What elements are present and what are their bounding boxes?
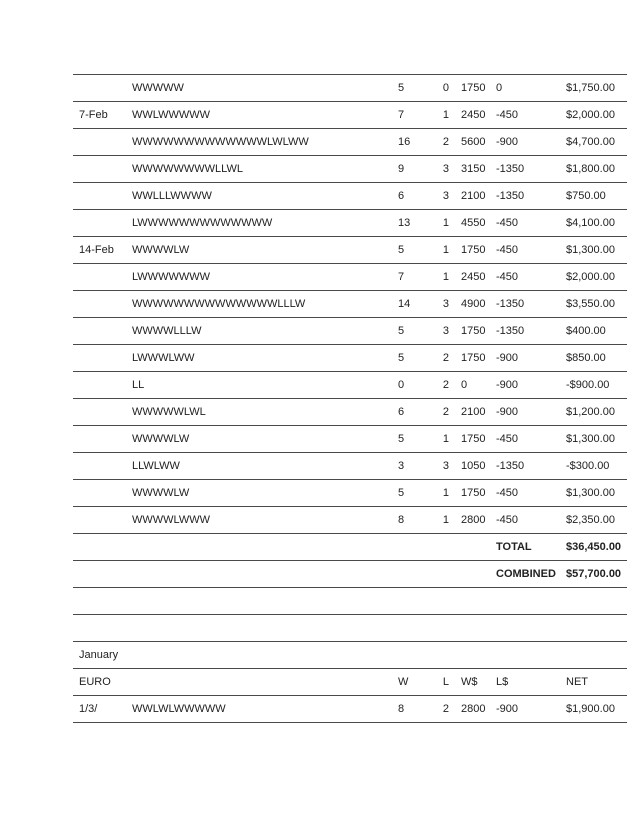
cell (455, 615, 490, 642)
cell-l: 3 (426, 291, 455, 318)
cell-w: 14 (392, 291, 426, 318)
table-row (73, 156, 627, 183)
cell-w: 13 (392, 210, 426, 237)
header-row (73, 669, 627, 696)
cell-l: 2 (426, 345, 455, 372)
cell-w: 8 (392, 507, 426, 534)
header-seq (126, 669, 392, 696)
cell-ld: -450 (490, 507, 560, 534)
cell-seq: WWWWWWWWWWWWWWLLLW (126, 291, 392, 318)
cell-ld: -1350 (490, 318, 560, 345)
cell-seq: WWWWLW (126, 426, 392, 453)
cell (455, 642, 490, 669)
cell (490, 642, 560, 669)
cell-ld: -900 (490, 345, 560, 372)
cell-w: 5 (392, 345, 426, 372)
cell-ld: -900 (490, 372, 560, 399)
cell-wd: 1750 (455, 237, 490, 264)
cell-ld: -450 (490, 210, 560, 237)
cell-wd: 1750 (455, 345, 490, 372)
cell-l: 2 (426, 696, 455, 723)
combined-row (73, 561, 627, 588)
cell-net: $1,300.00 (560, 426, 627, 453)
cell-l: 2 (426, 372, 455, 399)
empty-row (73, 588, 627, 615)
cell (392, 615, 426, 642)
cell-w: 16 (392, 129, 426, 156)
cell-seq: WWWWLW (126, 480, 392, 507)
cell-date (73, 372, 126, 399)
total-value: $36,450.00 (560, 534, 627, 561)
cell (73, 588, 126, 615)
cell-wd: 2450 (455, 102, 490, 129)
cell-wd: 2450 (455, 264, 490, 291)
table-row (73, 372, 627, 399)
cell (73, 615, 126, 642)
cell (126, 534, 392, 561)
cell (426, 615, 455, 642)
combined-label: COMBINED (490, 561, 560, 588)
cell-date (73, 183, 126, 210)
cell-seq: LWWWLWW (126, 345, 392, 372)
cell-w: 8 (392, 696, 426, 723)
cell-date: 14-Feb (73, 237, 126, 264)
cell-l: 0 (426, 75, 455, 102)
cell-date (73, 453, 126, 480)
cell-wd: 0 (455, 372, 490, 399)
empty-row (73, 615, 627, 642)
cell-l: 1 (426, 507, 455, 534)
table-row (73, 399, 627, 426)
cell-l: 1 (426, 210, 455, 237)
cell (426, 588, 455, 615)
cell-net: $750.00 (560, 183, 627, 210)
cell-net: -$300.00 (560, 453, 627, 480)
cell-seq: LWWWWWWW (126, 264, 392, 291)
cell-w: 6 (392, 399, 426, 426)
cell-seq: WWWWLWWW (126, 507, 392, 534)
cell-l: 1 (426, 264, 455, 291)
table-row (73, 318, 627, 345)
cell-ld: -450 (490, 426, 560, 453)
cell-date (73, 129, 126, 156)
cell-l: 1 (426, 237, 455, 264)
cell (490, 588, 560, 615)
cell-wd: 2800 (455, 507, 490, 534)
cell-seq: WWLLLWWWW (126, 183, 392, 210)
cell-wd: 5600 (455, 129, 490, 156)
cell-date (73, 156, 126, 183)
cell-date (73, 291, 126, 318)
cell-ld: -900 (490, 696, 560, 723)
table-row (73, 75, 627, 102)
summary-rows (73, 534, 627, 723)
cell-w: 9 (392, 156, 426, 183)
cell-seq: WWWWW (126, 75, 392, 102)
cell-net: $1,200.00 (560, 399, 627, 426)
cell-net: $1,800.00 (560, 156, 627, 183)
header-date: EURO (73, 669, 126, 696)
cell-net: -$900.00 (560, 372, 627, 399)
cell (392, 642, 426, 669)
cell-seq: LL (126, 372, 392, 399)
cell (426, 561, 455, 588)
cell-date (73, 75, 126, 102)
combined-value: $57,700.00 (560, 561, 627, 588)
cell (426, 642, 455, 669)
total-label: TOTAL (490, 534, 560, 561)
section-title-row (73, 642, 627, 669)
cell-l: 3 (426, 183, 455, 210)
cell-w: 6 (392, 183, 426, 210)
cell-seq: WWWWLLLW (126, 318, 392, 345)
cell-w: 5 (392, 318, 426, 345)
cell-l: 3 (426, 156, 455, 183)
cell (455, 561, 490, 588)
cell-l: 1 (426, 426, 455, 453)
table-row (73, 102, 627, 129)
cell-seq: WWLWLWWWWW (126, 696, 392, 723)
cell-seq: WWLWWWWW (126, 102, 392, 129)
cell (426, 534, 455, 561)
cell-net: $4,100.00 (560, 210, 627, 237)
header-ld: L$ (490, 669, 560, 696)
cell-net: $1,750.00 (560, 75, 627, 102)
total-row (73, 534, 627, 561)
data-row-last (73, 696, 627, 723)
cell-wd: 1750 (455, 75, 490, 102)
cell-w: 5 (392, 480, 426, 507)
cell-l: 2 (426, 129, 455, 156)
cell-date (73, 426, 126, 453)
cell-date: 7-Feb (73, 102, 126, 129)
cell-wd: 2100 (455, 183, 490, 210)
cell-wd: 4900 (455, 291, 490, 318)
cell-seq: WWWWWLWL (126, 399, 392, 426)
cell (392, 561, 426, 588)
cell-wd: 1750 (455, 318, 490, 345)
table-row (73, 183, 627, 210)
header-wd: W$ (455, 669, 490, 696)
cell-w: 7 (392, 102, 426, 129)
cell-ld: 0 (490, 75, 560, 102)
results-rows (73, 75, 627, 534)
table-row (73, 345, 627, 372)
table-row (73, 453, 627, 480)
cell-ld: -900 (490, 129, 560, 156)
header-w: W (392, 669, 426, 696)
table-row (73, 426, 627, 453)
cell-w: 7 (392, 264, 426, 291)
cell-ld: -450 (490, 264, 560, 291)
cell-net: $1,900.00 (560, 696, 627, 723)
cell-wd: 1750 (455, 480, 490, 507)
cell-ld: -450 (490, 480, 560, 507)
cell-date (73, 507, 126, 534)
cell (490, 615, 560, 642)
section-title: January (73, 642, 126, 669)
cell-w: 3 (392, 453, 426, 480)
table-row (73, 507, 627, 534)
cell-ld: -450 (490, 237, 560, 264)
cell-date (73, 399, 126, 426)
cell-seq: LLWLWW (126, 453, 392, 480)
cell-w: 0 (392, 372, 426, 399)
table-row (73, 210, 627, 237)
cell-net: $400.00 (560, 318, 627, 345)
cell-seq: WWWWWWWWWWWWWLWLWW (126, 129, 392, 156)
cell-net: $2,000.00 (560, 102, 627, 129)
cell-seq: WWWWWWWWLLWL (126, 156, 392, 183)
cell-net: $850.00 (560, 345, 627, 372)
cell-ld: -900 (490, 399, 560, 426)
cell-l: 1 (426, 102, 455, 129)
cell-l: 2 (426, 399, 455, 426)
cell-net: $3,550.00 (560, 291, 627, 318)
table-row (73, 264, 627, 291)
cell-l: 1 (426, 480, 455, 507)
cell-wd: 3150 (455, 156, 490, 183)
cell-net: $2,350.00 (560, 507, 627, 534)
cell-w: 5 (392, 237, 426, 264)
cell (560, 588, 627, 615)
cell-date (73, 264, 126, 291)
cell-wd: 2100 (455, 399, 490, 426)
cell (126, 561, 392, 588)
cell-net: $2,000.00 (560, 264, 627, 291)
cell-seq: WWWWLW (126, 237, 392, 264)
header-net: NET (560, 669, 627, 696)
cell-w: 5 (392, 75, 426, 102)
cell (455, 588, 490, 615)
cell (560, 642, 627, 669)
cell-wd: 2800 (455, 696, 490, 723)
cell (73, 534, 126, 561)
cell-ld: -1350 (490, 453, 560, 480)
cell-net: $1,300.00 (560, 237, 627, 264)
cell-l: 3 (426, 318, 455, 345)
cell-ld: -1350 (490, 183, 560, 210)
cell-net: $4,700.00 (560, 129, 627, 156)
cell-wd: 1750 (455, 426, 490, 453)
cell (392, 588, 426, 615)
cell (560, 615, 627, 642)
cell-seq: LWWWWWWWWWWWWW (126, 210, 392, 237)
cell-w: 5 (392, 426, 426, 453)
cell (126, 588, 392, 615)
cell-ld: -1350 (490, 291, 560, 318)
cell-date (73, 318, 126, 345)
cell (126, 642, 392, 669)
header-l: L (426, 669, 455, 696)
cell-l: 3 (426, 453, 455, 480)
cell-date: 1/3/ (73, 696, 126, 723)
cell (73, 561, 126, 588)
table-row (73, 480, 627, 507)
cell-date (73, 210, 126, 237)
results-table (73, 74, 627, 723)
table-row (73, 237, 627, 264)
cell (455, 534, 490, 561)
cell-wd: 4550 (455, 210, 490, 237)
cell-net: $1,300.00 (560, 480, 627, 507)
cell-date (73, 345, 126, 372)
cell-ld: -450 (490, 102, 560, 129)
cell-ld: -1350 (490, 156, 560, 183)
cell-wd: 1050 (455, 453, 490, 480)
table-row (73, 291, 627, 318)
cell (392, 534, 426, 561)
cell (126, 615, 392, 642)
cell-date (73, 480, 126, 507)
table-row (73, 129, 627, 156)
